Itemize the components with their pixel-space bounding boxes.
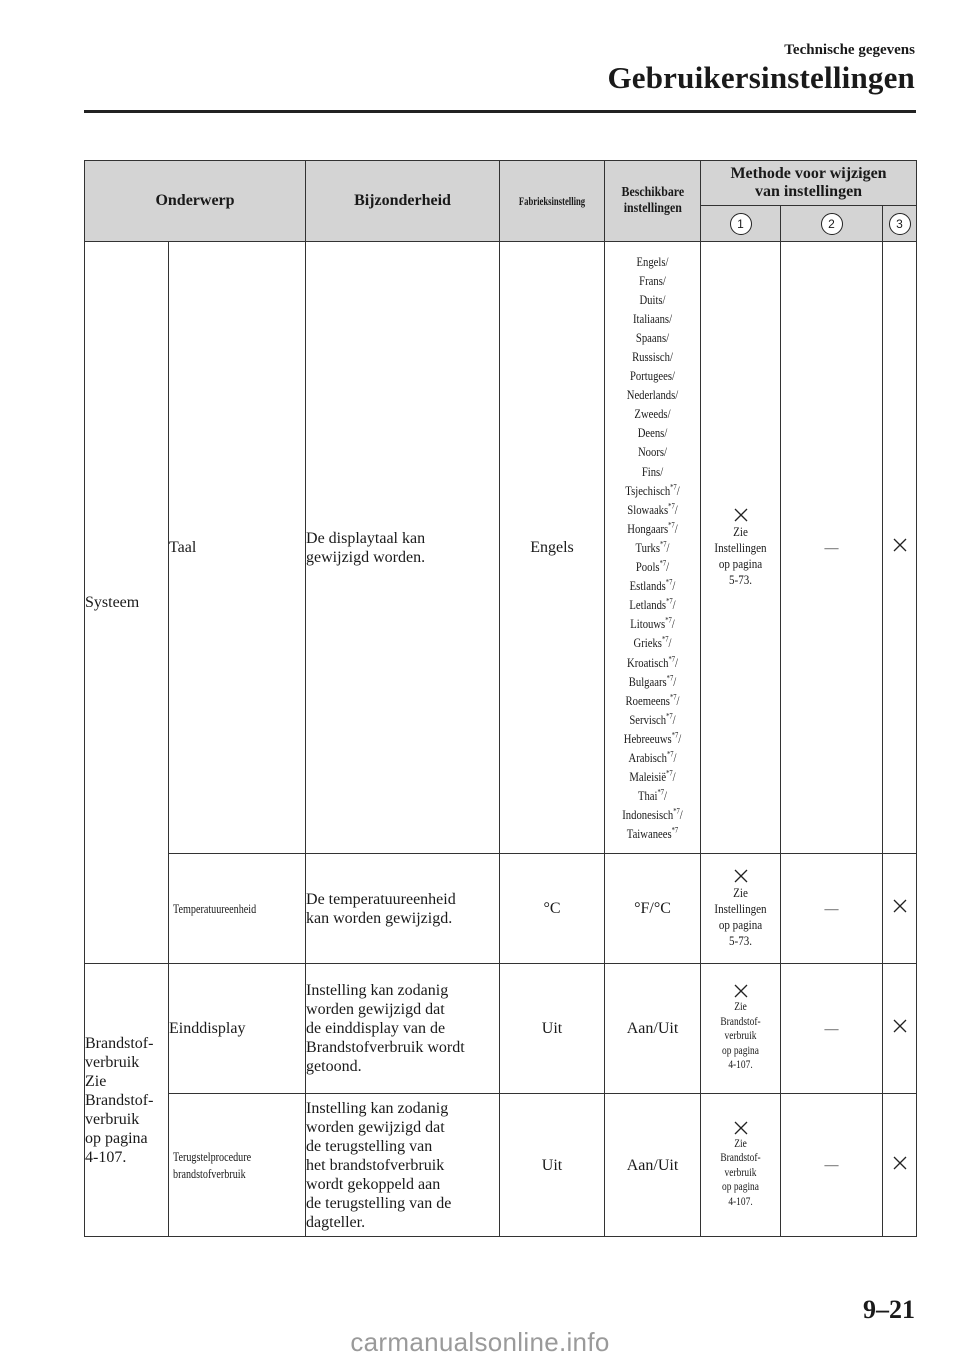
language-item: Bulgaars$^{*7}$/: [628, 673, 677, 689]
language-item: Roemeens$^{*7}$/: [625, 692, 680, 708]
cross-mark-icon: [893, 899, 907, 913]
onderwerp-brandstofverbruik: Brandstof- verbruik Zie Brandstof- verbruik op pagina 4-107.: [85, 964, 169, 1237]
available-terugstel: Aan/Uit: [605, 1094, 701, 1237]
language-list: [605, 252, 700, 844]
language-item: Russisch/: [632, 349, 673, 365]
number-1-icon: 1: [730, 213, 752, 235]
detail-terugstelprocedure: Instelling kan zodanig worden gewijzigd dat de terugstelling van het brandstofverbruik wordt gekoppeld aan de terugstelling van de dagteller.: [306, 1094, 500, 1237]
onderwerp-systeem: Systeem: [85, 242, 169, 964]
language-item: Tsjechisch$^{*7}$/: [625, 482, 680, 498]
available-taal: [605, 242, 701, 854]
footnote-mark: *7: [659, 558, 667, 568]
available-einddisplay: Aan/Uit: [605, 964, 701, 1094]
language-item: Thai$^{*7}$/: [637, 787, 668, 804]
method-1-taal: Zie Instellingen op pagina 5-73.: [701, 242, 781, 854]
item-taal: Taal: [169, 242, 306, 854]
language-item: Noors/: [637, 444, 668, 460]
item-terugstelprocedure: Terugstelprocedure brandstofverbruik: [169, 1094, 306, 1237]
footnote-mark: *7: [657, 787, 665, 797]
col-header-onderwerp: Onderwerp: [85, 161, 306, 242]
cross-mark-icon: [734, 1121, 748, 1135]
language-item: Spaans/: [635, 329, 670, 345]
footnote-mark: *7: [666, 749, 674, 759]
col-header-fabrieksinstelling: Fabrieksinstelling: [500, 161, 605, 242]
language-item: Arabisch$^{*7}$/: [628, 749, 677, 765]
language-item: Engels/: [636, 253, 669, 269]
language-item: Deens/: [637, 425, 668, 441]
method-1-temperatuur: Zie Instellingen op pagina 5-73.: [701, 854, 781, 964]
language-item: Pools$^{*7}$/: [635, 558, 670, 575]
language-item: Portugees/: [630, 368, 676, 384]
number-2-icon: 2: [821, 213, 843, 235]
language-item: Servisch$^{*7}$/: [629, 711, 676, 727]
dash: —: [824, 540, 839, 556]
table-row: [85, 964, 917, 1094]
available-temperatuur: °F/°C: [605, 854, 701, 964]
default-temperatuur: °C: [500, 854, 605, 964]
footnote-mark: *7: [671, 730, 679, 740]
default-terugstel: Uit: [500, 1094, 605, 1237]
footnote-mark: *7: [668, 520, 675, 530]
dash: —: [824, 1158, 839, 1173]
cross-mark-icon: [893, 1156, 907, 1170]
language-item: Frans/: [639, 272, 666, 288]
default-einddisplay: Uit: [500, 964, 605, 1094]
detail-temperatuureenheid: De temperatuureenheid kan worden gewijzigd.: [306, 854, 500, 964]
footnote-mark: *7: [666, 673, 674, 683]
default-taal: Engels: [500, 242, 605, 854]
language-item: Hebreeuws$^{*7}$/: [623, 730, 682, 746]
item-einddisplay: Einddisplay: [169, 964, 306, 1094]
detail-taal: De displaytaal kan gewijzigd worden.: [306, 242, 500, 854]
dash: —: [824, 901, 839, 917]
footnote-mark: *7: [671, 826, 679, 836]
table-row: [85, 854, 917, 964]
footnote-mark: *7: [670, 482, 677, 492]
footnote-mark: *7: [659, 539, 667, 549]
footnote-mark: *7: [673, 806, 680, 816]
header-rule: [84, 110, 916, 113]
language-item: Italiaans/: [632, 310, 673, 326]
cross-mark-icon: [734, 869, 748, 883]
settings-table: [84, 160, 917, 1237]
language-item: Indonesisch$^{*7}$/: [622, 806, 683, 823]
number-3-icon: 3: [889, 213, 911, 235]
cross-mark-icon: [734, 508, 748, 522]
method-2-terugstel: [781, 1094, 883, 1237]
footnote-mark: *7: [661, 635, 669, 645]
item-temperatuureenheid: Temperatuureenheid: [169, 854, 306, 964]
language-item: Hongaars$^{*7}$/: [627, 520, 678, 536]
language-item: Grieks$^{*7}$/: [633, 635, 672, 651]
col-header-methode: Methode voor wijzigen van instellingen: [701, 161, 917, 206]
method-2-taal: [781, 242, 883, 854]
method-3-temperatuur: [883, 854, 917, 964]
language-item: Zweeds/: [634, 406, 671, 422]
detail-einddisplay: Instelling kan zodanig worden gewijzigd dat de einddisplay van de Brandstofverbruik wordt getoond.: [306, 964, 500, 1094]
method-1-terugstel: Zie Brandstof- verbruik op pagina 4-107.: [701, 1094, 781, 1237]
language-item: Slowaaks$^{*7}$/: [627, 501, 678, 517]
language-item: Kroatisch$^{*7}$/: [627, 654, 678, 670]
dash: —: [824, 1021, 839, 1037]
language-item: Nederlands/: [626, 387, 679, 403]
method-2-header: [781, 206, 883, 242]
footnote-mark: *7: [666, 596, 673, 606]
method-1-header: [701, 206, 781, 242]
method-2-einddisplay: [781, 964, 883, 1094]
method-2-temperatuur: [781, 854, 883, 964]
language-item: Duits/: [639, 291, 666, 307]
language-item: Letlands$^{*7}$/: [629, 596, 676, 613]
language-item: Maleisië$^{*7}$/: [629, 768, 676, 785]
cross-mark-icon: [893, 1019, 907, 1033]
page-number: 9–21: [863, 1295, 915, 1324]
method-1-einddisplay: Zie Brandstof- verbruik op pagina 4-107.: [701, 964, 781, 1094]
language-item: Turks$^{*7}$/: [635, 539, 670, 555]
footnote-mark: *7: [666, 768, 673, 778]
page-title: Gebruikersinstellingen: [607, 60, 915, 95]
footnote-mark: *7: [668, 654, 676, 664]
footnote-mark: *7: [669, 692, 677, 702]
col-header-bijzonderheid: Bijzonderheid: [306, 161, 500, 242]
method-3-einddisplay: [883, 964, 917, 1094]
table-row: [85, 242, 917, 854]
table-row: [85, 1094, 917, 1237]
language-item: Fins/: [641, 463, 664, 479]
method-3-header: [883, 206, 917, 242]
cross-mark-icon: [893, 538, 907, 552]
method-3-taal: [883, 242, 917, 854]
cross-mark-icon: [734, 984, 748, 998]
language-item: Litouws$^{*7}$/: [630, 616, 675, 632]
method-3-terugstel: [883, 1094, 917, 1237]
footnote-mark: *7: [666, 711, 673, 721]
header-section-title: Technische gegevens: [784, 42, 915, 58]
footnote-mark: *7: [665, 616, 672, 625]
language-item: Taiwanees$^{*7}$: [626, 826, 679, 842]
watermark: carmanualsonline.info: [350, 1327, 610, 1357]
footnote-mark: *7: [668, 501, 675, 511]
footnote-mark: *7: [665, 577, 673, 587]
language-item: Estlands$^{*7}$/: [629, 577, 676, 594]
col-header-beschikbare-instellingen: Beschikbare instellingen: [605, 161, 701, 242]
